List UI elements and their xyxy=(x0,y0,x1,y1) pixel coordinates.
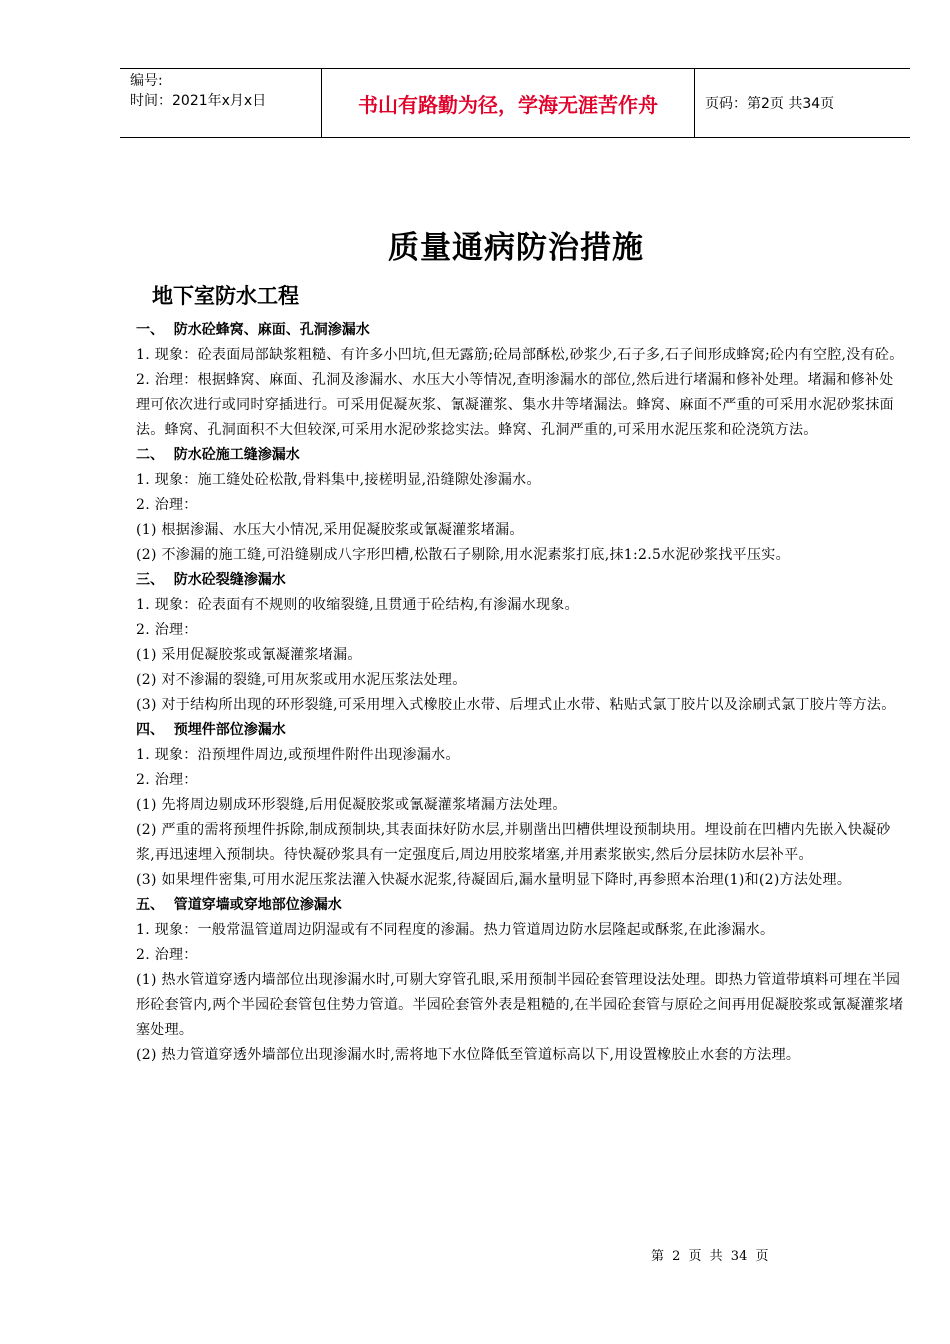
section-heading: 五、 管道穿墙或穿地部位渗漏水 xyxy=(136,897,342,913)
page-header xyxy=(120,68,910,138)
paragraph: 1. 现象：施工缝处砼松散,骨料集中,接槎明显,沿缝隙处渗漏水。 xyxy=(136,472,541,488)
document-number-label: 编号: xyxy=(130,73,163,89)
document-time-label: 时间：2021年x月x日 xyxy=(130,93,267,109)
paragraph: (1) 根据渗漏、水压大小情况,采用促凝胶浆或氰凝灌浆堵漏。 xyxy=(136,522,524,538)
paragraph: 1. 现象：沿预埋件周边,或预埋件附件出现渗漏水。 xyxy=(136,747,460,763)
paragraph: (2) 不渗漏的施工缝,可沿缝剔成八字形凹槽,松散石子剔除,用水泥素浆打底,抹1:2.5水泥砂浆找平压实。 xyxy=(136,547,790,563)
paragraph: (2) 严重的需将预埋件拆除,制成预制块,其表面抹好防水层,并剔凿出凹槽供埋设预制块用。埋设前在凹槽内先嵌入快凝砂浆,再迅速埋入预制块。待快凝砂浆具有一定强度后,周边用胶浆堵塞,并用素浆嵌实,然后分层抹防水层补平。 xyxy=(136,822,891,863)
paragraph: (3) 如果埋件密集,可用水泥压浆法灌入快凝水泥浆,待凝固后,漏水量明显下降时,再参照本治理(1)和(2)方法处理。 xyxy=(136,872,852,888)
header-motto: 书山有路勤为径，学海无涯苦作舟 xyxy=(321,69,695,137)
header-meta xyxy=(120,69,321,137)
document-subtitle: 地下室防水工程 xyxy=(152,284,299,308)
paragraph: 1. 现象：砼表面局部缺浆粗糙、有许多小凹坑,但无露筋;砼局部酥松,砂浆少,石子多,石子间形成蜂窝;砼内有空腔,没有砼。 xyxy=(136,347,904,363)
paragraph: 1. 现象：一般常温管道周边阴湿或有不同程度的渗漏。热力管道周边防水层隆起或酥浆,在此渗漏水。 xyxy=(136,922,775,938)
section-heading: 四、 预埋件部位渗漏水 xyxy=(136,722,286,738)
paragraph: (1) 先将周边剔成环形裂缝,后用促凝胶浆或氰凝灌浆堵漏方法处理。 xyxy=(136,797,567,813)
section-heading: 一、 防水砼蜂窝、麻面、孔洞渗漏水 xyxy=(136,322,370,338)
header-page-number: 页码：第2页 共34页 xyxy=(705,96,835,112)
paragraph: 1. 现象：砼表面有不规则的收缩裂缝,且贯通于砼结构,有渗漏水现象。 xyxy=(136,597,579,613)
page-footer-number: 第 2 页 共 34 页 xyxy=(651,1249,769,1264)
paragraph: (2) 对不渗漏的裂缝,可用灰浆或用水泥压浆法处理。 xyxy=(136,672,467,688)
document-body xyxy=(136,318,906,1068)
paragraph: 2. 治理： xyxy=(136,622,198,638)
paragraph: (1) 热水管道穿透内墙部位出现渗漏水时,可剔大穿管孔眼,采用预制半园砼套管理设法处理。即热力管道带填料可埋在半园形砼套管内,两个半园砼套管包住势力管道。半园砼套管外表是粗糙的,在半园砼套管与原砼之间再用促凝胶浆或氰凝灌浆堵塞处理。 xyxy=(136,972,904,1038)
paragraph: 2. 治理： xyxy=(136,772,198,788)
paragraph: 2. 治理：根据蜂窝、麻面、孔洞及渗漏水、水压大小等情况,查明渗漏水的部位,然后进行堵漏和修补处理。堵漏和修补处理可依次进行或同时穿插进行。可采用促凝灰浆、氰凝灌浆、集水井等堵漏法。蜂窝、麻面不严重的可采用水泥砂浆抹面法。蜂窝、孔洞面积不大但较深,可采用水泥砂浆捻实法。蜂窝、孔洞严重的,可采用水泥压浆和砼浇筑方法。 xyxy=(136,372,894,438)
paragraph: (3) 对于结构所出现的环形裂缝,可采用埋入式橡胶止水带、后埋式止水带、粘贴式氯丁胶片以及涂刷式氯丁胶片等方法。 xyxy=(136,697,896,713)
section-heading: 三、 防水砼裂缝渗漏水 xyxy=(136,572,286,588)
section-heading: 二、 防水砼施工缝渗漏水 xyxy=(136,447,300,463)
document-title: 质量通病防治措施 xyxy=(388,230,644,266)
paragraph: (2) 热力管道穿透外墙部位出现渗漏水时,需将地下水位降低至管道标高以下,用设置橡胶止水套的方法理。 xyxy=(136,1047,801,1063)
paragraph: 2. 治理： xyxy=(136,497,198,513)
paragraph: 2. 治理： xyxy=(136,947,198,963)
paragraph: (1) 采用促凝胶浆或氰凝灌浆堵漏。 xyxy=(136,647,362,663)
